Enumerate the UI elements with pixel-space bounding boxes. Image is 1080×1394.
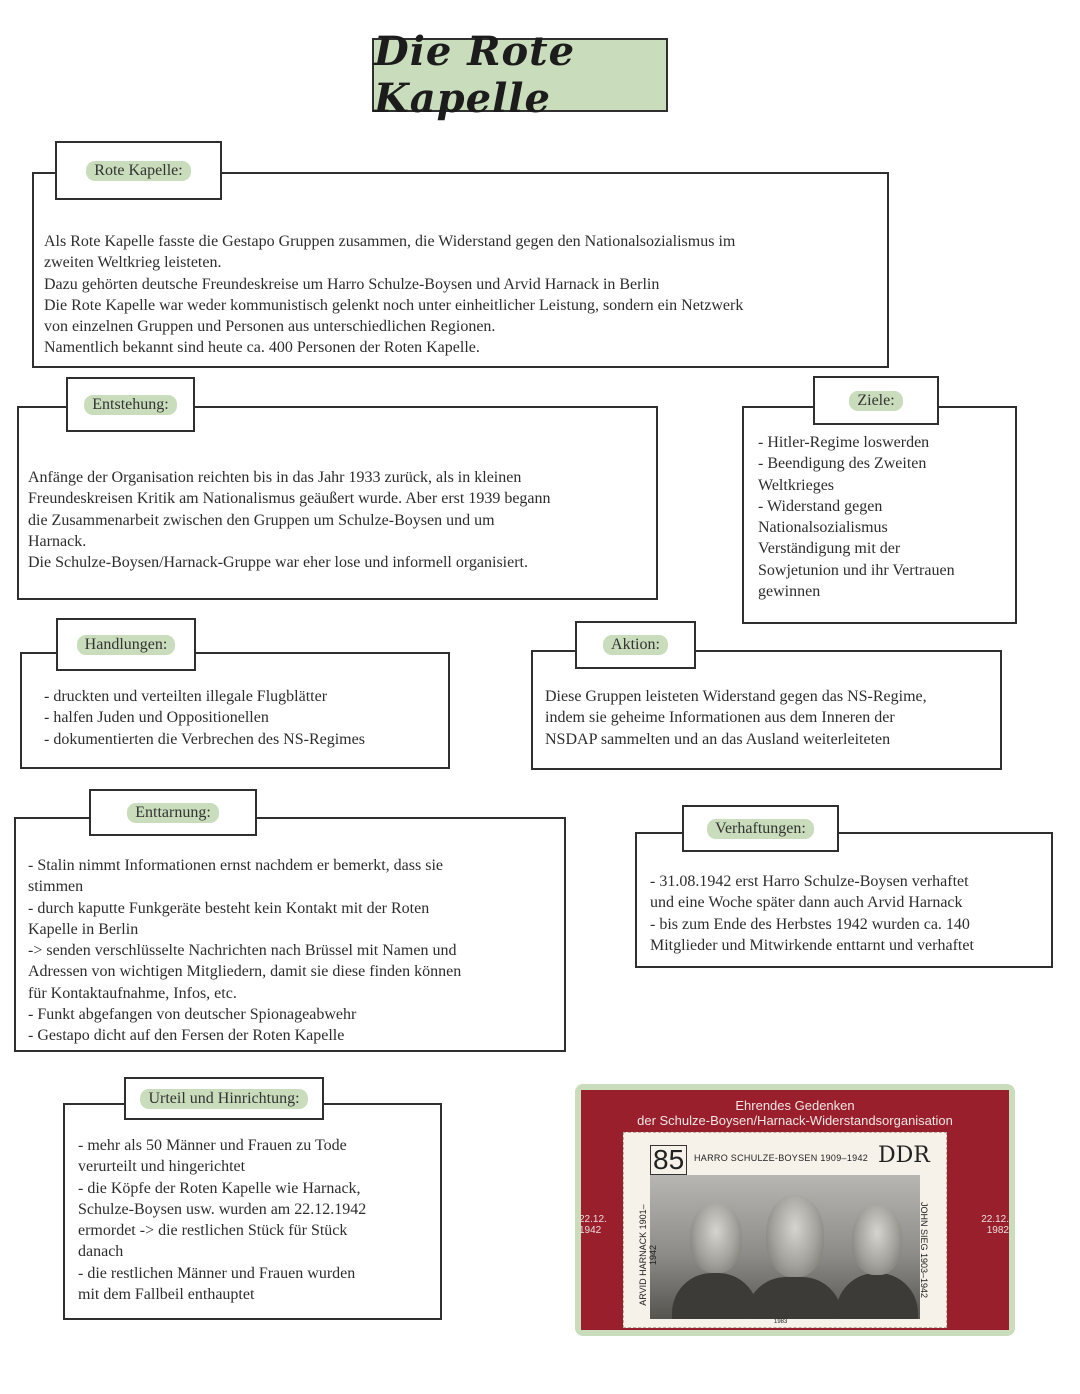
stamp-image	[575, 1084, 1015, 1336]
text-line: Sowjetunion und ihr Vertrauen	[758, 561, 955, 579]
section-rote-kapelle-text	[44, 231, 884, 359]
section-aktion-label: Aktion:	[603, 635, 668, 655]
text-line: Als Rote Kapelle fasste die Gestapo Gruppen zusammen, die Widerstand gegen den Nationalsozialismus im	[44, 233, 736, 250]
text-line: - Beendigung des Zweiten	[758, 455, 927, 473]
section-aktion-label-box	[575, 621, 696, 669]
text-line: - bis zum Ende des Herbstes 1942 wurden ca. 140	[650, 915, 970, 933]
section-aktion-text	[545, 686, 1000, 750]
stamp-header-line1: Ehrendes Gedenken	[735, 1098, 855, 1113]
stamp-right-name: JOHN SIEG 1903–1942	[919, 1201, 929, 1299]
text-line: - 31.08.1942 erst Harro Schulze-Boysen verhaftet	[650, 873, 969, 890]
section-ziele-label-box	[813, 376, 939, 425]
stamp-header	[581, 1098, 1009, 1128]
section-entstehung-text	[28, 467, 653, 573]
text-line: Weltkrieges	[758, 476, 835, 494]
text-line: stimmen	[28, 878, 84, 896]
stamp-header-line2: der Schulze-Boysen/Harnack-Widerstandsorganisation	[637, 1113, 953, 1128]
text-line: Verständigung mit der	[758, 540, 901, 558]
section-enttarnung-label: Enttarnung:	[127, 803, 219, 823]
text-line: Kapelle in Berlin	[28, 920, 139, 938]
section-urteil-text	[78, 1135, 438, 1305]
text-line: - mehr als 50 Männer und Frauen zu Tode	[78, 1137, 347, 1154]
text-line: - Funkt abgefangen von deutscher Spionageabwehr	[28, 1006, 357, 1024]
portrait-body	[746, 1277, 842, 1319]
section-urteil-label-box	[124, 1077, 324, 1120]
text-line: verurteilt und hingerichtet	[78, 1158, 246, 1176]
stamp-country: DDR	[878, 1143, 930, 1168]
text-line: Freundeskreisen Kritik am Nationalismus geäußert wurde. Aber erst 1939 begann	[28, 490, 551, 508]
portrait-body	[672, 1273, 758, 1319]
section-verhaftungen-text	[650, 871, 1050, 956]
section-urteil-label: Urteil und Hinrichtung:	[140, 1089, 307, 1109]
text-line: ermordet -> die restlichen Stück für Stück	[78, 1222, 348, 1240]
stamp-value: 85	[650, 1145, 687, 1175]
section-entstehung-label: Entstehung:	[84, 395, 176, 415]
text-line: Die Rote Kapelle war weder kommunistisch gelenkt noch unter einheitlicher Leistung, sondern ein Netzwerk	[44, 296, 744, 314]
text-line: - dokumentierten die Verbrechen des NS-Regimes	[44, 730, 365, 748]
text-line: NSDAP sammelten und an das Ausland weiterleiteten	[545, 730, 891, 748]
section-rote-kapelle-label-box	[55, 141, 222, 200]
text-line: - durch kaputte Funkgeräte besteht kein Kontakt mit der Roten	[28, 899, 430, 917]
section-ziele-text	[758, 432, 1013, 602]
text-line: Nationalsozialismus	[758, 519, 888, 537]
section-handlungen-label-box	[56, 618, 196, 671]
text-line: Die Schulze-Boysen/Harnack-Gruppe war eher lose und informell organisiert.	[28, 554, 528, 572]
section-rote-kapelle-label: Rote Kapelle:	[86, 161, 190, 181]
text-line: - Hitler-Regime loswerden	[758, 434, 930, 451]
section-enttarnung-label-box	[89, 789, 257, 836]
text-line: die Zusammenarbeit zwischen den Gruppen um Schulze-Boysen und um	[28, 511, 495, 529]
text-line: - halfen Juden und Oppositionellen	[44, 709, 269, 727]
text-line: und eine Woche später dann auch Arvid Harnack	[650, 894, 963, 912]
text-line: für Kontaktaufnahme, Infos, etc.	[28, 984, 237, 1002]
text-line: - die Köpfe der Roten Kapelle wie Harnack,	[78, 1179, 361, 1197]
stamp-red-sheet	[581, 1090, 1009, 1330]
text-line: von einzelnen Gruppen und Personen aus unterschiedlichen Regionen.	[44, 318, 496, 336]
section-enttarnung-text	[28, 855, 563, 1047]
section-entstehung-label-box	[66, 377, 195, 432]
text-line: gewinnen	[758, 583, 821, 601]
portrait-body	[836, 1273, 918, 1319]
stamp-portraits	[650, 1175, 920, 1319]
text-line: - Widerstand gegen	[758, 497, 883, 515]
text-line: mit dem Fallbeil enthauptet	[78, 1286, 255, 1304]
text-line: - Gestapo dicht auf den Fersen der Roten Kapelle	[28, 1027, 345, 1045]
page-title: Die Rote Kapelle	[374, 28, 576, 122]
section-handlungen-label: Handlungen:	[77, 635, 176, 655]
text-line: Harnack.	[28, 532, 87, 550]
text-line: - die restlichen Männer und Frauen wurden	[78, 1264, 356, 1282]
text-line: Namentlich bekannt sind heute ca. 400 Personen der Roten Kapelle.	[44, 339, 480, 357]
stamp-right-date: 22.12. 1982	[981, 1214, 1009, 1236]
text-line: Dazu gehörten deutsche Freundeskreise um Harro Schulze-Boysen und Arvid Harnack in Berlin	[44, 275, 660, 293]
stamp-inner	[623, 1132, 947, 1328]
text-line: -> senden verschlüsselte Nachrichten nach Brüssel mit Namen und	[28, 942, 457, 960]
portrait-face	[852, 1205, 902, 1275]
text-line: Anfänge der Organisation reichten bis in das Jahr 1933 zurück, als in kleinen	[28, 469, 522, 486]
text-line: indem sie geheime Informationen aus dem Inneren der	[545, 709, 895, 727]
section-verhaftungen-label-box	[682, 805, 839, 852]
section-ziele-label: Ziele:	[849, 391, 902, 411]
section-verhaftungen-label: Verhaftungen:	[707, 819, 814, 839]
stamp-year: 1983	[774, 1319, 788, 1325]
stamp-top-name: HARRO SCHULZE-BOYSEN 1909–1942	[694, 1153, 869, 1163]
portrait-face	[766, 1195, 824, 1277]
text-line: - druckten und verteilten illegale Flugblätter	[44, 688, 328, 705]
title-box	[372, 28, 668, 122]
text-line: Diese Gruppen leisteten Widerstand gegen das NS-Regime,	[545, 688, 927, 705]
portrait-face	[690, 1203, 742, 1273]
text-line: - Stalin nimmt Informationen ernst nachdem er bemerkt, dass sie	[28, 857, 443, 874]
text-line: danach	[78, 1243, 124, 1261]
text-line: Adressen von wichtigen Mitgliedern, damit sie diese finden können	[28, 963, 462, 981]
section-handlungen-text	[44, 686, 444, 750]
text-line: zweiten Weltkrieg leisteten.	[44, 254, 222, 272]
text-line: Schulze-Boysen usw. wurden am 22.12.1942	[78, 1200, 367, 1218]
stamp-left-name: ARVID HARNACK 1901–1942	[638, 1204, 658, 1306]
stamp-left-date: 22.12. 1942	[579, 1214, 607, 1236]
text-line: Mitglieder und Mitwirkende enttarnt und verhaftet	[650, 936, 974, 954]
